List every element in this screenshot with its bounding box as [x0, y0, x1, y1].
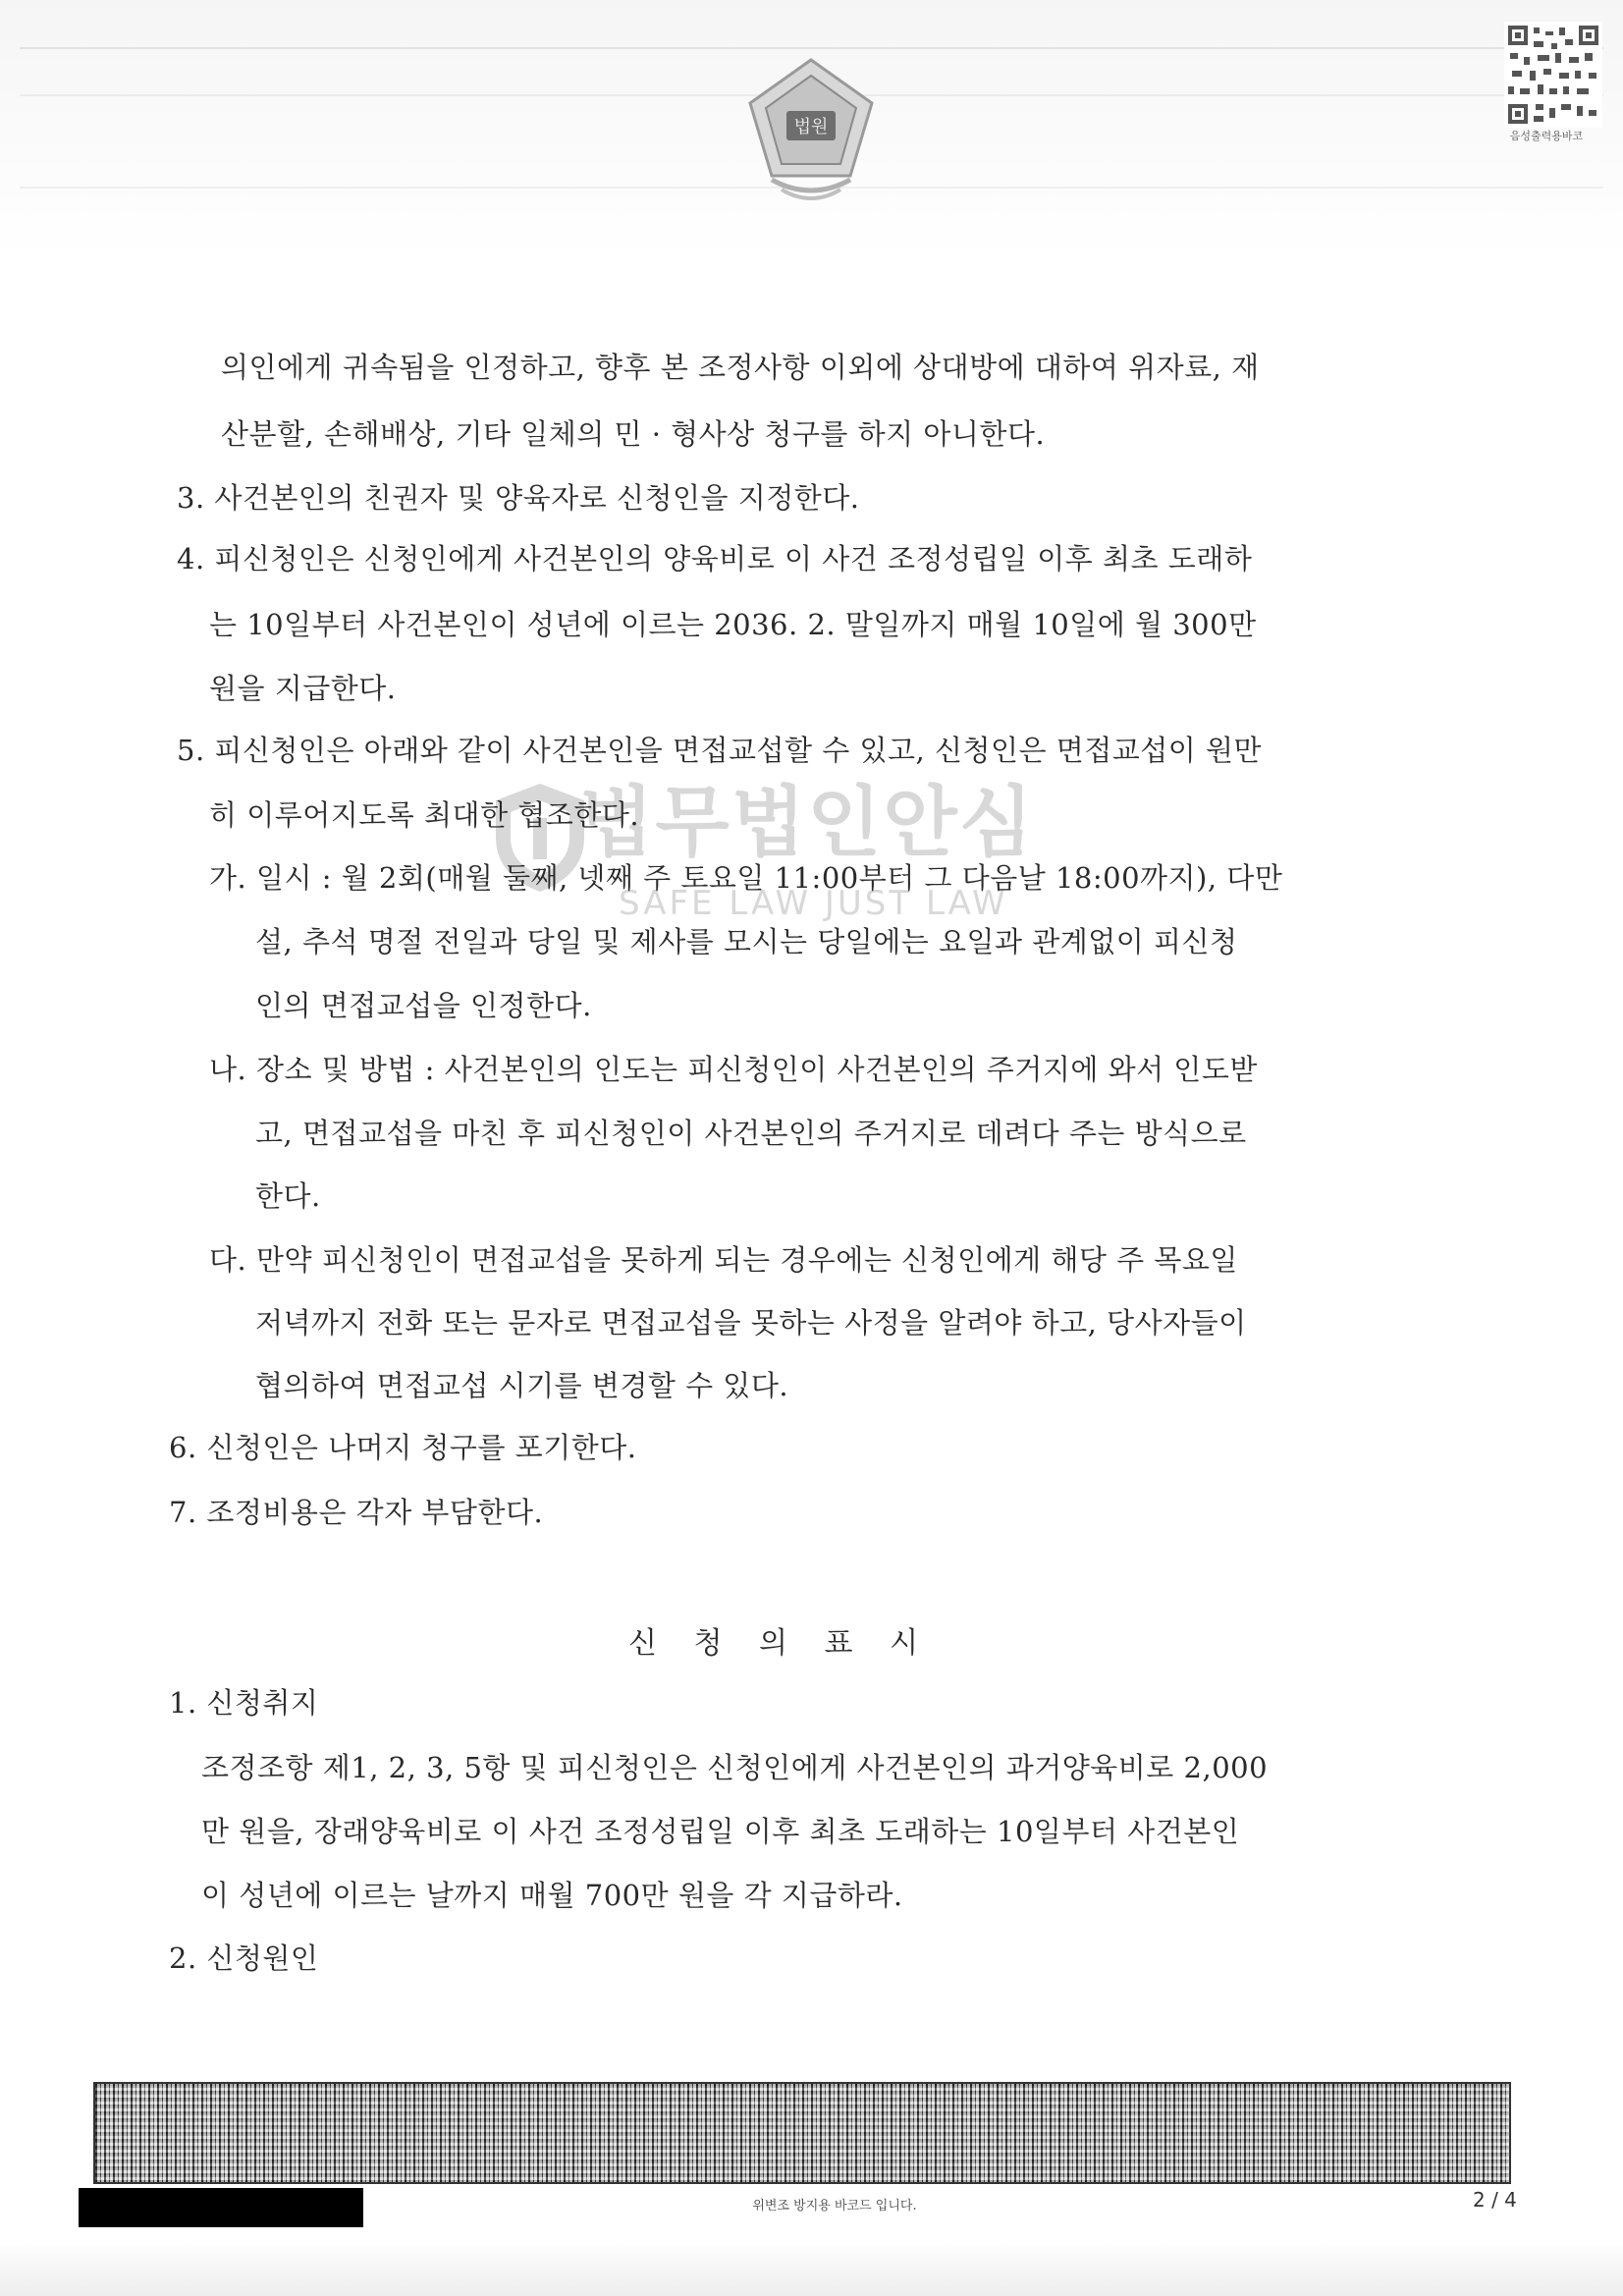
svg-text:법원: 법원: [793, 117, 829, 137]
section-line: 이 성년에 이르는 날까지 매월 700만 원을 각 지급하라.: [201, 1879, 903, 1912]
body-line: 한다.: [255, 1179, 321, 1213]
anti-forgery-barcode: [93, 2082, 1511, 2184]
body-line: 6. 신청인은 나머지 청구를 포기한다.: [169, 1431, 637, 1464]
qr-label: 음성출력용바코: [1509, 130, 1584, 142]
section-line: 만 원을, 장래양육비로 이 사건 조정성립일 이후 최초 도래하는 10일부터 사건본인: [201, 1815, 1240, 1848]
body-line: 3. 사건본인의 친권자 및 양육자로 신청인을 지정한다.: [177, 481, 860, 515]
body-line: 는 10일부터 사건본인이 성년에 이르는 2036. 2. 말일까지 매월 10일에 월 300만: [209, 608, 1257, 641]
body-line: 의인에게 귀속됨을 인정하고, 향후 본 조정사항 이외에 상대방에 대하여 위자료, 재: [221, 351, 1260, 384]
body-line: 다. 만약 피신청인이 면접교섭을 못하게 되는 경우에는 신청인에게 해당 주 목요일: [209, 1243, 1238, 1277]
barcode-note: 위변조 방지용 바코드 입니다.: [752, 2199, 917, 2214]
section-heading: 신 청 의 표 시: [628, 1626, 933, 1661]
qr-code: [1504, 22, 1602, 128]
court-emblem: [742, 54, 880, 211]
watermark-subtitle: SAFE LAW JUST LAW: [619, 884, 1008, 923]
section-line: 2. 신청원인: [169, 1941, 319, 1975]
body-line: 원을 지급한다.: [209, 672, 397, 705]
body-line: 인의 면접교섭을 인정한다.: [255, 989, 592, 1022]
watermark-title: 법무법인안심: [579, 779, 1036, 867]
section-line: 조정조항 제1, 2, 3, 5항 및 피신청인은 신청인에게 사건본인의 과거양육비로 2,000: [201, 1751, 1269, 1784]
body-line: 가. 일시 : 월 2회(매월 둘째, 넷째 주 토요일 11:00부터 그 다음날 18:00까지), 다만: [209, 861, 1283, 895]
redaction-bar: [79, 2188, 363, 2227]
section-line: 1. 신청취지: [169, 1686, 319, 1720]
body-line: 히 이루어지도록 최대한 협조한다.: [209, 798, 640, 832]
body-line: 4. 피신청인은 신청인에게 사건본인의 양육비로 이 사건 조정성립일 이후 최초 도래하: [177, 542, 1253, 575]
body-line: 설, 추석 명절 전일과 당일 및 제사를 모시는 당일에는 요일과 관계없이 피신청: [255, 925, 1238, 958]
page-number: 2 / 4: [1473, 2188, 1517, 2212]
scan-artifact: [20, 47, 1603, 49]
body-line: 저녁까지 전화 또는 문자로 면접교섭을 못하는 사정을 알려야 하고, 당사자들이: [255, 1306, 1247, 1339]
body-line: 협의하여 면접교섭 시기를 변경할 수 있다.: [255, 1369, 789, 1402]
body-line: 5. 피신청인은 아래와 같이 사건본인을 면접교섭할 수 있고, 신청인은 면접교섭이 원만: [177, 734, 1263, 767]
body-line: 산분할, 손해배상, 기타 일체의 민 · 형사상 청구를 하지 아니한다.: [221, 417, 1046, 451]
body-line: 고, 면접교섭을 마친 후 피신청인이 사건본인의 주거지로 데려다 주는 방식으로: [255, 1117, 1247, 1150]
body-line: 7. 조정비용은 각자 부담한다.: [169, 1496, 544, 1529]
body-line: 나. 장소 및 방법 : 사건본인의 인도는 피신청인이 사건본인의 주거지에 와서 인도받: [209, 1053, 1258, 1086]
